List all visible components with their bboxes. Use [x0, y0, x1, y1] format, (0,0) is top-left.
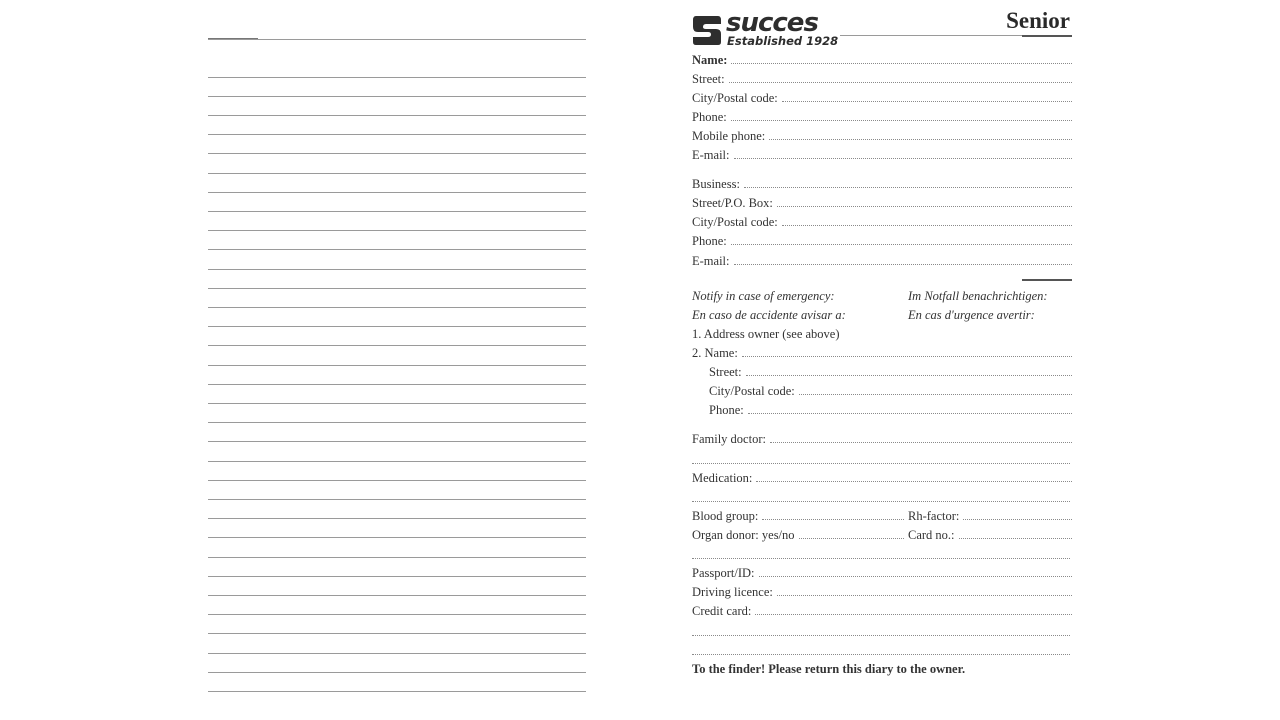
- ruled-line: [208, 134, 586, 135]
- field-label: Family doctor:: [692, 432, 766, 446]
- ruled-line: [208, 480, 586, 481]
- field-emergency-phone[interactable]: [709, 400, 1072, 417]
- ruled-line: [208, 403, 586, 404]
- ruled-line: [208, 441, 586, 442]
- ruled-line: [208, 307, 586, 308]
- field-label: Mobile phone:: [692, 129, 766, 143]
- field-card-no[interactable]: [908, 525, 1072, 542]
- brand-logo: [692, 8, 842, 48]
- field-label: City/Postal code:: [709, 384, 795, 398]
- ruled-line: [208, 230, 586, 231]
- ruled-line: [208, 633, 586, 634]
- ruled-line: [208, 288, 586, 289]
- field-family-doctor[interactable]: [692, 429, 1072, 446]
- field-business-phone[interactable]: [692, 231, 1072, 248]
- field-label: 2. Name:: [692, 346, 738, 360]
- brand-established: Established 1928: [727, 34, 839, 48]
- ruled-line: [208, 518, 586, 519]
- title-rule-accent: [1022, 35, 1072, 37]
- field-email[interactable]: [692, 145, 1072, 162]
- field-label: Street:: [692, 72, 725, 86]
- page-title: Senior: [1006, 8, 1070, 33]
- field-label: Organ donor: yes/no: [692, 528, 795, 542]
- ruled-line: [208, 672, 586, 673]
- field-medication[interactable]: [692, 468, 1072, 485]
- field-credit-card[interactable]: [692, 601, 1072, 618]
- field-label: Phone:: [692, 234, 727, 248]
- field-label: E-mail:: [692, 254, 730, 268]
- field-label: Blood group:: [692, 509, 759, 523]
- section-rule-accent: [1022, 279, 1072, 281]
- field-emergency-city[interactable]: [709, 381, 1072, 398]
- field-rh-factor[interactable]: [908, 506, 1072, 523]
- field-label: Medication:: [692, 471, 753, 485]
- ruled-line: [208, 153, 586, 154]
- field-label: Phone:: [709, 403, 744, 417]
- field-label: Passport/ID:: [692, 566, 755, 580]
- ruled-line: [208, 173, 586, 174]
- field-phone[interactable]: [692, 107, 1072, 124]
- ruled-line: [208, 211, 586, 212]
- notify-label-es: En caso de accidente avisar a:: [692, 308, 846, 322]
- field-driving-licence[interactable]: [692, 582, 1072, 599]
- field-business-city[interactable]: [692, 212, 1072, 229]
- field-business[interactable]: [692, 174, 1072, 191]
- field-emergency-street[interactable]: [709, 362, 1072, 379]
- ruled-line: [208, 192, 586, 193]
- ruled-line: [208, 691, 586, 692]
- brand-mark-icon: [692, 14, 722, 46]
- ruled-line: [208, 39, 586, 40]
- ruled-line: [208, 653, 586, 654]
- brand-name: succes: [726, 8, 818, 38]
- blank-line[interactable]: [692, 635, 1070, 636]
- field-label: City/Postal code:: [692, 215, 778, 229]
- field-label: Street:: [709, 365, 742, 379]
- field-passport-id[interactable]: [692, 563, 1072, 580]
- field-name[interactable]: [692, 50, 1072, 67]
- field-label: Phone:: [692, 110, 727, 124]
- field-label: Card no.:: [908, 528, 955, 542]
- field-label: E-mail:: [692, 148, 730, 162]
- emergency-item-1: 1. Address owner (see above): [692, 327, 840, 341]
- field-business-email[interactable]: [692, 251, 1072, 268]
- return-notice: To the finder! Please return this diary to the owner.: [692, 662, 966, 676]
- field-label: Rh-factor:: [908, 509, 960, 523]
- field-label: City/Postal code:: [692, 91, 778, 105]
- blank-line[interactable]: [692, 463, 1070, 464]
- ruled-line: [208, 576, 586, 577]
- notify-label-de: Im Notfall benachrichtigen:: [908, 289, 1048, 303]
- ruled-line: [208, 345, 586, 346]
- field-mobile-phone[interactable]: [692, 126, 1072, 143]
- field-emergency-name[interactable]: [692, 343, 1072, 360]
- ruled-line: [208, 537, 586, 538]
- right-form-page: [692, 0, 1072, 720]
- ruled-line: [208, 614, 586, 615]
- blank-line[interactable]: [692, 654, 1070, 655]
- ruled-line: [208, 326, 586, 327]
- field-city-postal[interactable]: [692, 88, 1072, 105]
- ruled-line: [208, 461, 586, 462]
- ruled-line: [208, 77, 586, 78]
- ruled-line: [208, 499, 586, 500]
- notify-label-fr: En cas d'urgence avertir:: [908, 308, 1035, 322]
- notify-label-en: Notify in case of emergency:: [692, 289, 835, 303]
- field-label: Business:: [692, 177, 740, 191]
- field-organ-donor[interactable]: [692, 525, 904, 542]
- left-ruled-page: [208, 0, 588, 720]
- field-business-street[interactable]: [692, 193, 1072, 210]
- field-label: Name:: [692, 53, 728, 67]
- ruled-line: [208, 422, 586, 423]
- field-blood-group[interactable]: [692, 506, 904, 523]
- ruled-line: [208, 96, 586, 97]
- ruled-line: [208, 365, 586, 366]
- field-label: Street/P.O. Box:: [692, 196, 773, 210]
- ruled-line: [208, 249, 586, 250]
- blank-line[interactable]: [692, 501, 1070, 502]
- ruled-line: [208, 269, 586, 270]
- field-label: Driving licence:: [692, 585, 773, 599]
- ruled-line: [208, 384, 586, 385]
- ruled-line: [208, 595, 586, 596]
- blank-line[interactable]: [692, 558, 1070, 559]
- field-label: Credit card:: [692, 604, 752, 618]
- ruled-line: [208, 115, 586, 116]
- field-street[interactable]: [692, 69, 1072, 86]
- ruled-line: [208, 557, 586, 558]
